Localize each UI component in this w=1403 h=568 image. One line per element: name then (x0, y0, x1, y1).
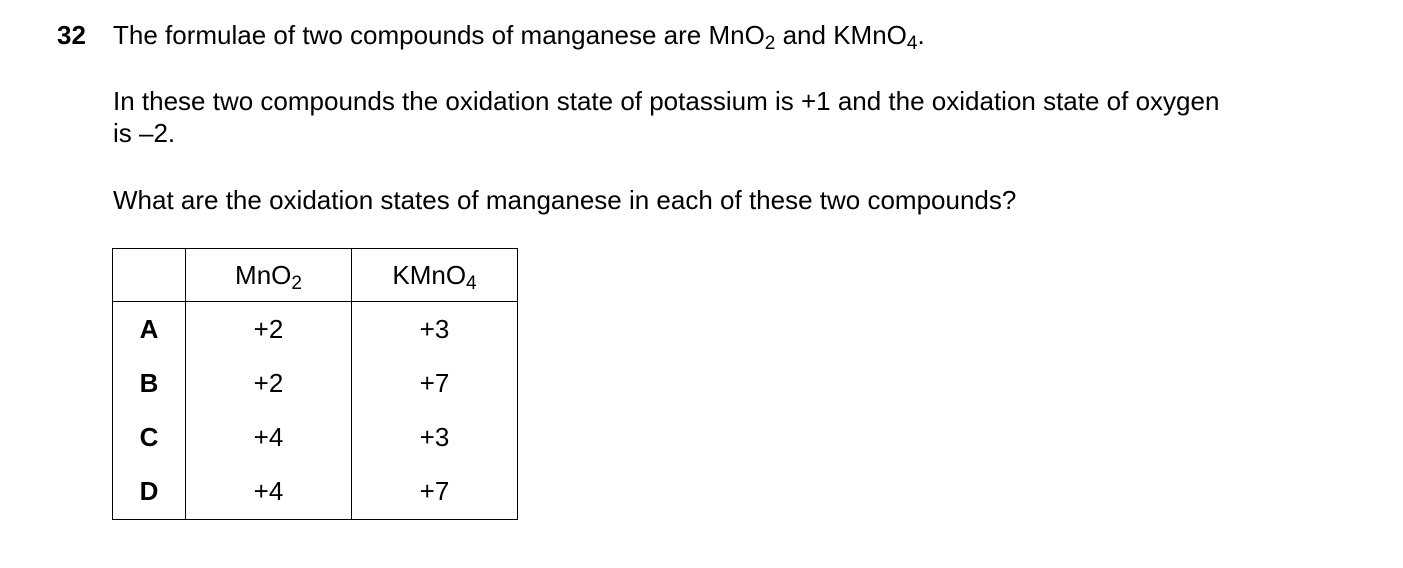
stem-text-prefix: The formulae of two compounds of manganese are MnO (113, 20, 765, 50)
option-row-c[interactable] (113, 410, 518, 464)
question-number: 32 (57, 20, 86, 50)
header-mno2-base: MnO (235, 259, 292, 290)
stem-text-middle: and KMnO (775, 20, 907, 50)
option-letter: C (113, 410, 186, 464)
kmno4-value: +7 (352, 356, 518, 410)
question-info-line-2: is –2. (113, 118, 176, 148)
stem-text-suffix: . (917, 20, 925, 50)
header-mno2-subscript: 2 (291, 272, 302, 294)
header-kmno4-subscript: 4 (466, 272, 477, 294)
kmno4-value: +7 (352, 464, 518, 520)
answer-options-table (112, 248, 518, 520)
header-kmno4 (352, 249, 518, 302)
option-letter: A (113, 302, 186, 357)
header-kmno4-base: KMnO (392, 259, 467, 290)
option-row-a[interactable] (113, 302, 518, 357)
kmno4-value: +3 (352, 302, 518, 357)
mno2-value: +4 (186, 410, 352, 464)
option-letter: D (113, 464, 186, 520)
kmno4-value: +3 (352, 410, 518, 464)
question-stem-formulae (113, 18, 925, 56)
subscript-2: 2 (764, 33, 776, 54)
mno2-value: +2 (186, 356, 352, 410)
header-blank-cell (113, 249, 186, 302)
option-letter: B (113, 356, 186, 410)
header-mno2 (186, 249, 352, 302)
subscript-4: 4 (906, 33, 918, 54)
table-header-row (113, 249, 518, 302)
mno2-value: +2 (186, 302, 352, 357)
option-row-d[interactable] (113, 464, 518, 520)
option-row-b[interactable] (113, 356, 518, 410)
question-prompt: What are the oxidation states of manganese in each of these two compounds? (113, 185, 1017, 215)
mno2-value: +4 (186, 464, 352, 520)
question-info-line-1: In these two compounds the oxidation state of potassium is +1 and the oxidation state of oxygen (113, 86, 1220, 116)
